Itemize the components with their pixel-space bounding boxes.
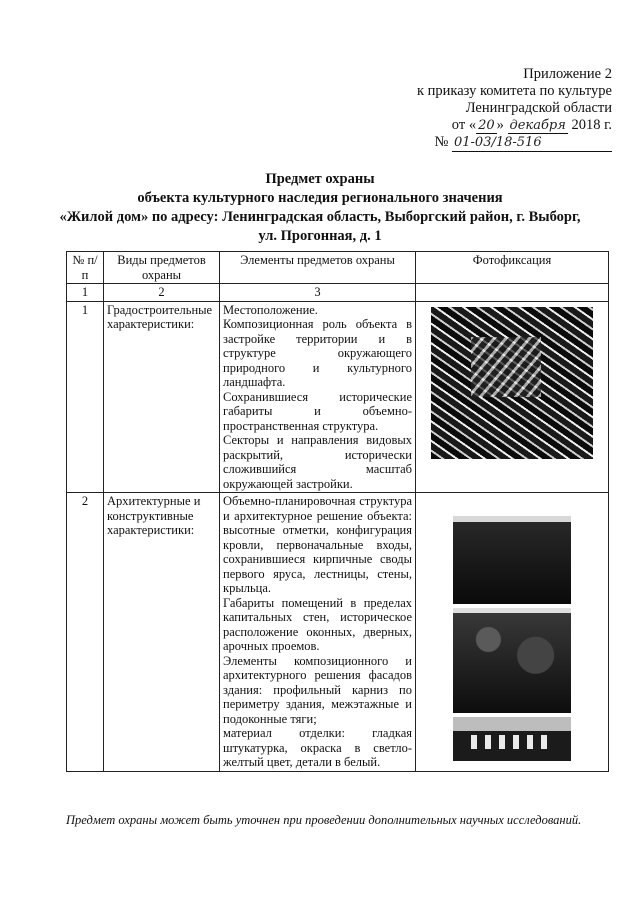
index-cell-1: 1 (67, 284, 104, 302)
header-elements: Элементы предметов охраны (220, 252, 416, 284)
row-elements: Местоположение. Композиционная роль объекта в застройке территории и в структуре окружающего природного и культурного ландшафта. Сохранившиеся исторические габариты и объемно-пространственная структура. Секторы и направления видовых раскрытий, исторически сложившийся масштаб окружающей застройки. (220, 301, 416, 493)
table-row (67, 301, 609, 493)
protection-table (66, 251, 609, 772)
appendix-header (417, 66, 612, 152)
date-year: 2018 г. (571, 117, 612, 133)
date-prefix: от « (451, 117, 477, 133)
appendix-order-line: к приказу комитета по культуре (416, 83, 612, 99)
title-line-2: объекта культурного наследия регионального значения (137, 190, 503, 206)
number-handwritten: 01-03/18-516 (454, 135, 542, 150)
building-trees-photo (453, 608, 571, 713)
appendix-number-line (417, 134, 612, 152)
header-photo: Фотофиксация (416, 252, 609, 284)
title-line-4: ул. Прогонная, д. 1 (258, 228, 382, 244)
appendix-region-line: Ленинградской области (465, 100, 612, 116)
row-type: Архитектурные и конструктивные характеристики: (104, 493, 220, 772)
photo-cell (416, 493, 609, 772)
photo-cell (416, 301, 609, 493)
table-index-row (67, 284, 609, 302)
footnote: Предмет охраны может быть уточнен при проведении дополнительных научных исследований. (66, 813, 582, 827)
date-mid: » (496, 117, 504, 133)
title-line-3: «Жилой дом» по адресу: Ленинградская область, Выборгский район, г. Выборг, (59, 209, 581, 225)
document-title (0, 170, 640, 246)
building-street-photo (453, 717, 571, 761)
row-num: 2 (67, 493, 104, 772)
table-header-row (67, 252, 609, 284)
building-facade-photo (453, 516, 571, 604)
number-prefix: № (434, 134, 449, 150)
aerial-map-photo (431, 307, 593, 459)
title-line-1: Предмет охраны (265, 171, 375, 187)
appendix-date-line (417, 117, 612, 134)
appendix-title: Приложение 2 (523, 66, 612, 82)
date-day-handwritten: 20 (478, 118, 495, 133)
date-month-handwritten: декабря (509, 118, 566, 133)
table-row (67, 493, 609, 772)
row-type: Градостроительные характеристики: (104, 301, 220, 493)
header-type: Виды предметов охраны (104, 252, 220, 284)
header-num: № п/п (67, 252, 104, 284)
index-cell-4 (416, 284, 609, 302)
index-cell-2: 2 (104, 284, 220, 302)
index-cell-3: 3 (220, 284, 416, 302)
row-num: 1 (67, 301, 104, 493)
row-elements: Объемно-планировочная структура и архитектурное решение объекта: высотные отметки, конфигурация кровли, первоначальные входы, сохранившиеся кирпичные своды первого яруса, лестницы, стены, крыльца. Габариты помещений в пределах капитальных стен, историческое расположение оконных, дверных, арочных проемов. Элементы композиционного и архитектурного решения фасадов здания: профильный карниз по периметру здания, межэтажные и подоконные тяги; материал отделки: гладкая штукатурка, окраска в светло-желтый цвет, детали в белый. (220, 493, 416, 772)
